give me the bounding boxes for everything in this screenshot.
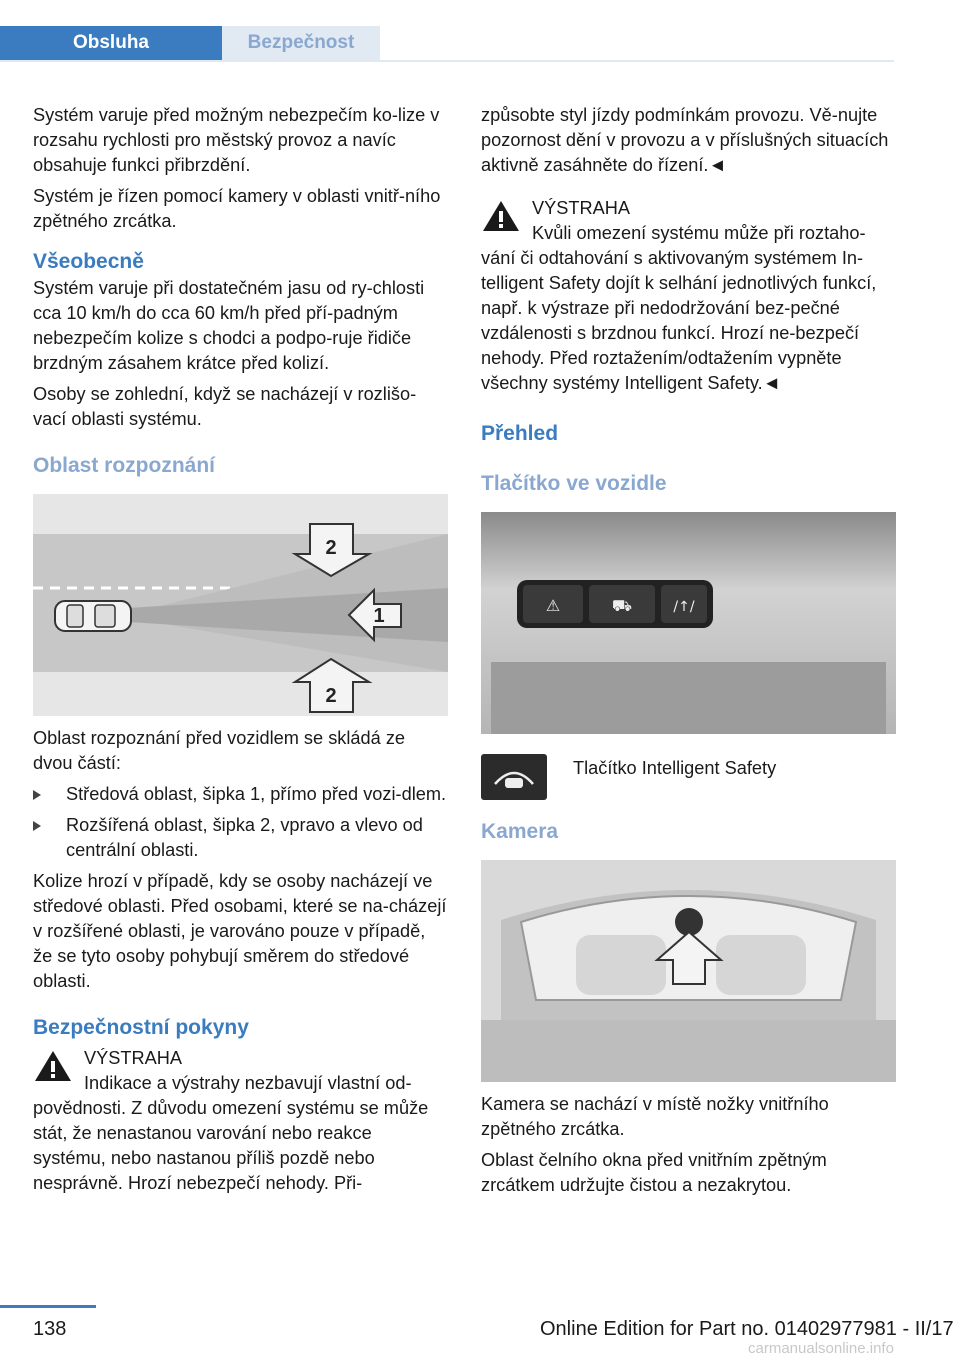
car-front-icon: ⛟ [611, 596, 633, 615]
warning-block [33, 1046, 448, 1196]
section-heading-camera: Kamera [481, 820, 559, 843]
triangle-bullet-icon [33, 790, 41, 800]
watermark: carmanualsonline.info [748, 1340, 894, 1357]
paragraph: Systém je řízen pomocí kamery v oblasti vnitř-ního zpětného zrcátka. [33, 186, 441, 231]
tab-obsluha[interactable]: Obsluha [0, 26, 222, 60]
paragraph: Osoby se zohlední, když se nacházejí v rozlišo-vací oblasti systému. [33, 384, 417, 429]
lane-icon: ⚠ [545, 596, 561, 615]
header-tabs [0, 26, 894, 62]
paragraph: Oblast rozpoznání před vozidlem se skládá ze dvou částí: [33, 728, 406, 773]
warning-title: VÝSTRAHA [532, 198, 631, 218]
figure-label: 1 [373, 605, 385, 627]
camera-figure [481, 860, 896, 1082]
warning-icon [33, 1048, 73, 1084]
lane-departure-icon: /↑/ [673, 599, 695, 615]
warning-text: Kvůli omezení systému může při roztaho-vání či odtahování s aktivovaným systémem In-telligent Safety dojít k selhání jednotlivých funkcí, např. k výstraze při nedodržování bez-pečné vzdálenosti s brzdnou funkcí. Hrozí ne-bezpečí nehody. Před roztažením/odtažením vypněte všechny systémy Intelligent Safety.◄ [481, 223, 877, 393]
console-buttons-image [481, 512, 896, 734]
figure-label: 2 [325, 685, 337, 707]
tab-bezpecnost[interactable]: Bezpečnost [222, 26, 380, 60]
button-figure [481, 512, 896, 734]
paragraph: Systém varuje před možným nebezpečím ko-lize v rozsahu rychlosti pro městský provoz a navíc obsahuje funkci přibrzdění. [33, 105, 440, 175]
page-number: 138 [33, 1318, 67, 1340]
paragraph: Kamera se nachází v místě nožky vnitřního zpětného zrcátka. [481, 1094, 829, 1139]
warning-icon [481, 198, 521, 234]
section-heading-general: Všeobecně [33, 250, 144, 273]
section-heading-safety: Bezpečnostní pokyny [33, 1016, 249, 1039]
section-heading-button: Tlačítko ve vozidle [481, 472, 667, 495]
left-column [33, 103, 448, 1196]
button-caption-row [481, 752, 896, 802]
right-column [481, 103, 896, 1204]
edition-text: Online Edition for Part no. 01402977981 - II/17 [540, 1318, 954, 1340]
warning-block [481, 196, 896, 396]
triangle-bullet-icon [33, 821, 41, 831]
figure-label: 2 [325, 537, 337, 559]
paragraph: Systém varuje při dostatečném jasu od ry-chlosti cca 10 km/h do cca 60 km/h před pří-padným nebezpečím kolize s chodci a podpo-ruje řidiče brzdným zásahem krátce před kolizí. [33, 278, 425, 373]
section-heading-detection: Oblast rozpoznání [33, 454, 216, 477]
warning-title: VÝSTRAHA [84, 1048, 183, 1068]
bullet-list [33, 782, 448, 863]
header-rule [0, 60, 894, 62]
car-icon [55, 601, 131, 631]
list-item: Rozšířená oblast, šipka 2, vpravo a vlevo od centrální oblasti. [33, 813, 448, 863]
button-caption: Tlačítko Intelligent Safety [573, 758, 777, 778]
intelligent-safety-button-icon[interactable] [481, 754, 547, 800]
warning-text: Indikace a výstrahy nezbavují vlastní od-povědnosti. Z důvodu omezení systému se může stát, že nenastanou varování nebo reakce systému, nebo nastanou příliš pozdě nebo nesprávně. Hrozí nebezpečí nehody. Při- [33, 1073, 429, 1193]
paragraph: Kolize hrozí v případě, kdy se osoby nacházejí ve středové oblasti. Před osobami, které se na-cházejí v rozšířené oblasti, je varováno pouze v případě, že se tyto osoby pohybují směrem do středové oblasti. [33, 871, 447, 991]
list-item: Středová oblast, šipka 1, přímo před vozi-dlem. [33, 782, 448, 807]
section-heading-overview: Přehled [481, 422, 559, 445]
footer-rule [0, 1305, 96, 1308]
detection-area-figure [33, 494, 448, 716]
paragraph: způsobte styl jízdy podmínkám provozu. Vě-nujte pozornost dění v provozu a v příslušných situacích aktivně zasáhněte do řízení.◄ [481, 105, 889, 175]
paragraph: Oblast čelního okna před vnitřním zpětným zrcátkem udržujte čistou a nezakrytou. [481, 1150, 827, 1195]
camera-image [481, 860, 896, 1082]
detection-diagram [33, 494, 448, 716]
